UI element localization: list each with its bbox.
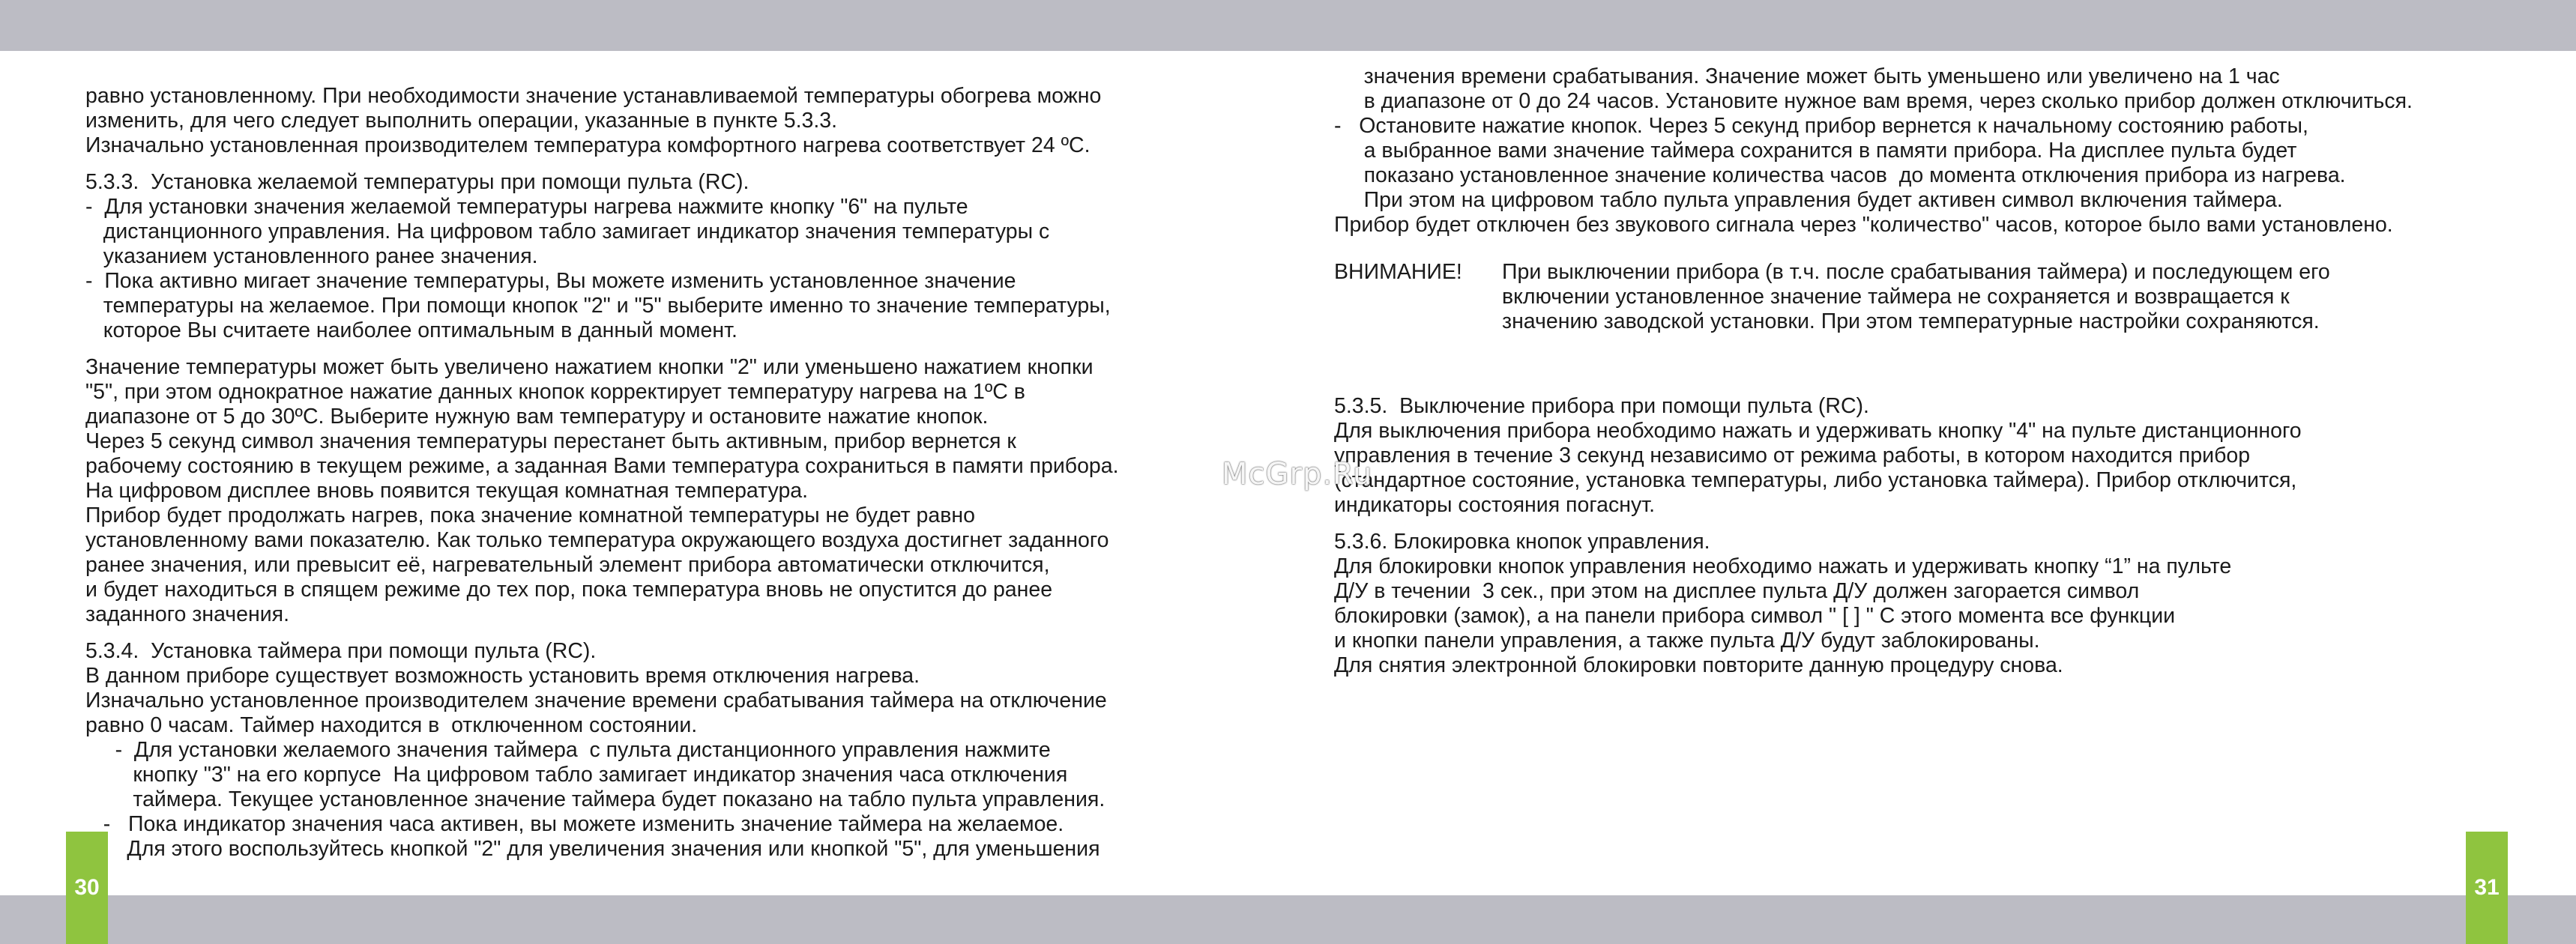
right-text-column (1334, 64, 2533, 678)
text-line: (стандартное состояние, установка температуры, либо установка таймера). Прибор отключится, (1334, 468, 2297, 492)
warning-line: значению заводской установки. При этом температурные настройки сохраняются. (1502, 309, 2320, 333)
warning-block (1334, 260, 2533, 334)
text-line: показано установленное значение количества часов до момента отключения прибора из нагрева. (1334, 163, 2346, 187)
text-line: равно 0 часам. Таймер находится в отключенном состоянии. (85, 713, 698, 737)
paragraph-gap (85, 158, 1255, 170)
page-number-right (2466, 832, 2508, 944)
text-line: - Пока активно мигает значение температуры, Вы можете изменить установленное значение (85, 269, 1016, 293)
text-line: заданного значения. (85, 602, 290, 626)
right-column-top (1334, 64, 2533, 237)
text-line: "5", при этом однократное нажатие данных кнопок корректирует температуру нагрева на 1ºC в (85, 380, 1025, 404)
text-line: Изначально установленная производителем температура комфортного нагрева соответствует 24 ºC. (85, 133, 1091, 157)
spacer (1334, 372, 2533, 394)
warning-line: При выключении прибора (в т.ч. после срабатывания таймера) и последующем его (1502, 260, 2330, 284)
text-line: Для этого воспользуйтесь кнопкой "2" для увеличения значения или кнопкой "5", для уменьшения (85, 837, 1100, 861)
text-line: 5.3.6. Блокировка кнопок управления. (1334, 530, 1710, 554)
paragraph-gap (85, 343, 1255, 355)
text-line: управления в течение 3 секунд независимо от режима работы, в котором находится прибор (1334, 444, 2251, 468)
text-line: - Для установки значения желаемой температуры нагрева нажмите кнопку "6" на пульте (85, 195, 968, 219)
top-band (0, 0, 2576, 51)
page-number-right-label: 31 (2474, 875, 2500, 900)
text-line: Значение температуры может быть увеличено нажатием кнопки "2" или уменьшено нажатием кнопки (85, 355, 1094, 379)
text-line: На цифровом дисплее вновь появится текущая комнатная температура. (85, 479, 809, 503)
text-line: При этом на цифровом табло пульта управления будет активен символ включения таймера. (1334, 188, 2283, 212)
text-line: установленному вами показателю. Как только температура окружающего воздуха достигнет заданного (85, 528, 1109, 552)
text-line: Изначально установленное производителем значение времени срабатывания таймера на отключение (85, 689, 1107, 712)
text-line: и кнопки панели управления, а также пульта Д/У будут заблокированы. (1334, 629, 2040, 653)
text-line: Для снятия электронной блокировки повторите данную процедуру снова. (1334, 653, 2063, 677)
text-line: кнопку "3" на его корпусе На цифровом табло замигает индикатор значения часа отключения (85, 763, 1068, 787)
text-line: Для выключения прибора необходимо нажать и удерживать кнопку "4" на пульте дистанционного (1334, 419, 2302, 443)
text-line: диапазоне от 5 до 30ºC. Выберите нужную вам температуру и остановите нажатие кнопок. (85, 405, 989, 429)
warning-line: включении установленное значение таймера не сохраняется и возвращается к (1502, 285, 2290, 309)
text-line: изменить, для чего следует выполнить операции, указанные в пункте 5.3.3. (85, 109, 838, 133)
paragraph-gap (1334, 518, 2533, 530)
text-line: Прибор будет отключен без звукового сигнала через "количество" часов, которое было вами установлено. (1334, 213, 2393, 237)
page-number-left-label: 30 (74, 875, 100, 900)
bottom-band (0, 895, 2576, 944)
text-line: 5.3.3. Установка желаемой температуры при помощи пульта (RC). (85, 170, 749, 194)
text-line: Д/У в течении 3 сек., при этом на дисплее пульта Д/У должен загорается символ (1334, 579, 2140, 603)
text-line: В данном приборе существует возможность установить время отключения нагрева. (85, 664, 920, 688)
text-line: температуры на желаемое. При помощи кнопок "2" и "5" выберите именно то значение температуры, (85, 294, 1111, 318)
text-line: - Остановите нажатие кнопок. Через 5 секунд прибор вернется к начальному состоянию работы, (1334, 114, 2308, 138)
text-line: ранее значения, или превысит её, нагревательный элемент прибора автоматически отключится, (85, 553, 1050, 577)
spacer (1334, 334, 2533, 372)
text-line: а выбранное вами значение таймера сохранится в памяти прибора. На дисплее пульта будет (1334, 139, 2297, 163)
text-line: дистанционного управления. На цифровом табло замигает индикатор значения температуры с (85, 220, 1050, 243)
text-line: которое Вы считаете наиболее оптимальным в данный момент. (85, 318, 737, 342)
watermark-text: McGrp.Ru (1222, 457, 1373, 491)
text-line: таймера. Текущее установленное значение таймера будет показано на табло пульта управления. (85, 787, 1105, 811)
paragraph-gap (85, 627, 1255, 639)
spacer (1334, 237, 2533, 260)
text-line: и будет находиться в спящем режиме до тех пор, пока температура вновь не опустится до ранее (85, 578, 1053, 602)
text-line: 5.3.5. Выключение прибора при помощи пульта (RC). (1334, 394, 1869, 418)
text-line: - Для установки желаемого значения таймера с пульта дистанционного управления нажмите (85, 738, 1051, 762)
right-column-bottom (1334, 394, 2533, 678)
text-line: - Пока индикатор значения часа активен, вы можете изменить значение таймера на желаемое. (85, 812, 1064, 836)
warning-text (1502, 260, 2330, 334)
text-line: блокировки (замок), а на панели прибора символ " [ ] " С этого момента все функции (1334, 604, 2176, 628)
warning-label: ВНИМАНИЕ! (1334, 260, 1462, 284)
text-line: рабочему состоянию в текущем режиме, а заданная Вами температура сохраниться в памяти прибора. (85, 454, 1119, 478)
text-line: указанием установленного ранее значения. (85, 244, 538, 268)
text-line: индикаторы состояния погаснут. (1334, 493, 1656, 517)
text-line: значения времени срабатывания. Значение может быть уменьшено или увеличено на 1 час (1334, 64, 2280, 88)
text-line: Через 5 секунд символ значения температуры перестанет быть активным, прибор вернется к (85, 429, 1016, 453)
text-line: Прибор будет продолжать нагрев, пока значение комнатной температуры не будет равно (85, 503, 975, 527)
text-line: 5.3.4. Установка таймера при помощи пульта (RC). (85, 639, 597, 663)
text-line: Для блокировки кнопок управления необходимо нажать и удерживать кнопку “1” на пульте (1334, 554, 2232, 578)
left-text-column (85, 84, 1255, 862)
text-line: в диапазоне от 0 до 24 часов. Установите нужное вам время, через сколько прибор должен отключиться. (1334, 89, 2413, 113)
text-line: равно установленному. При необходимости значение устанавливаемой температуры обогрева можно (85, 84, 1102, 108)
